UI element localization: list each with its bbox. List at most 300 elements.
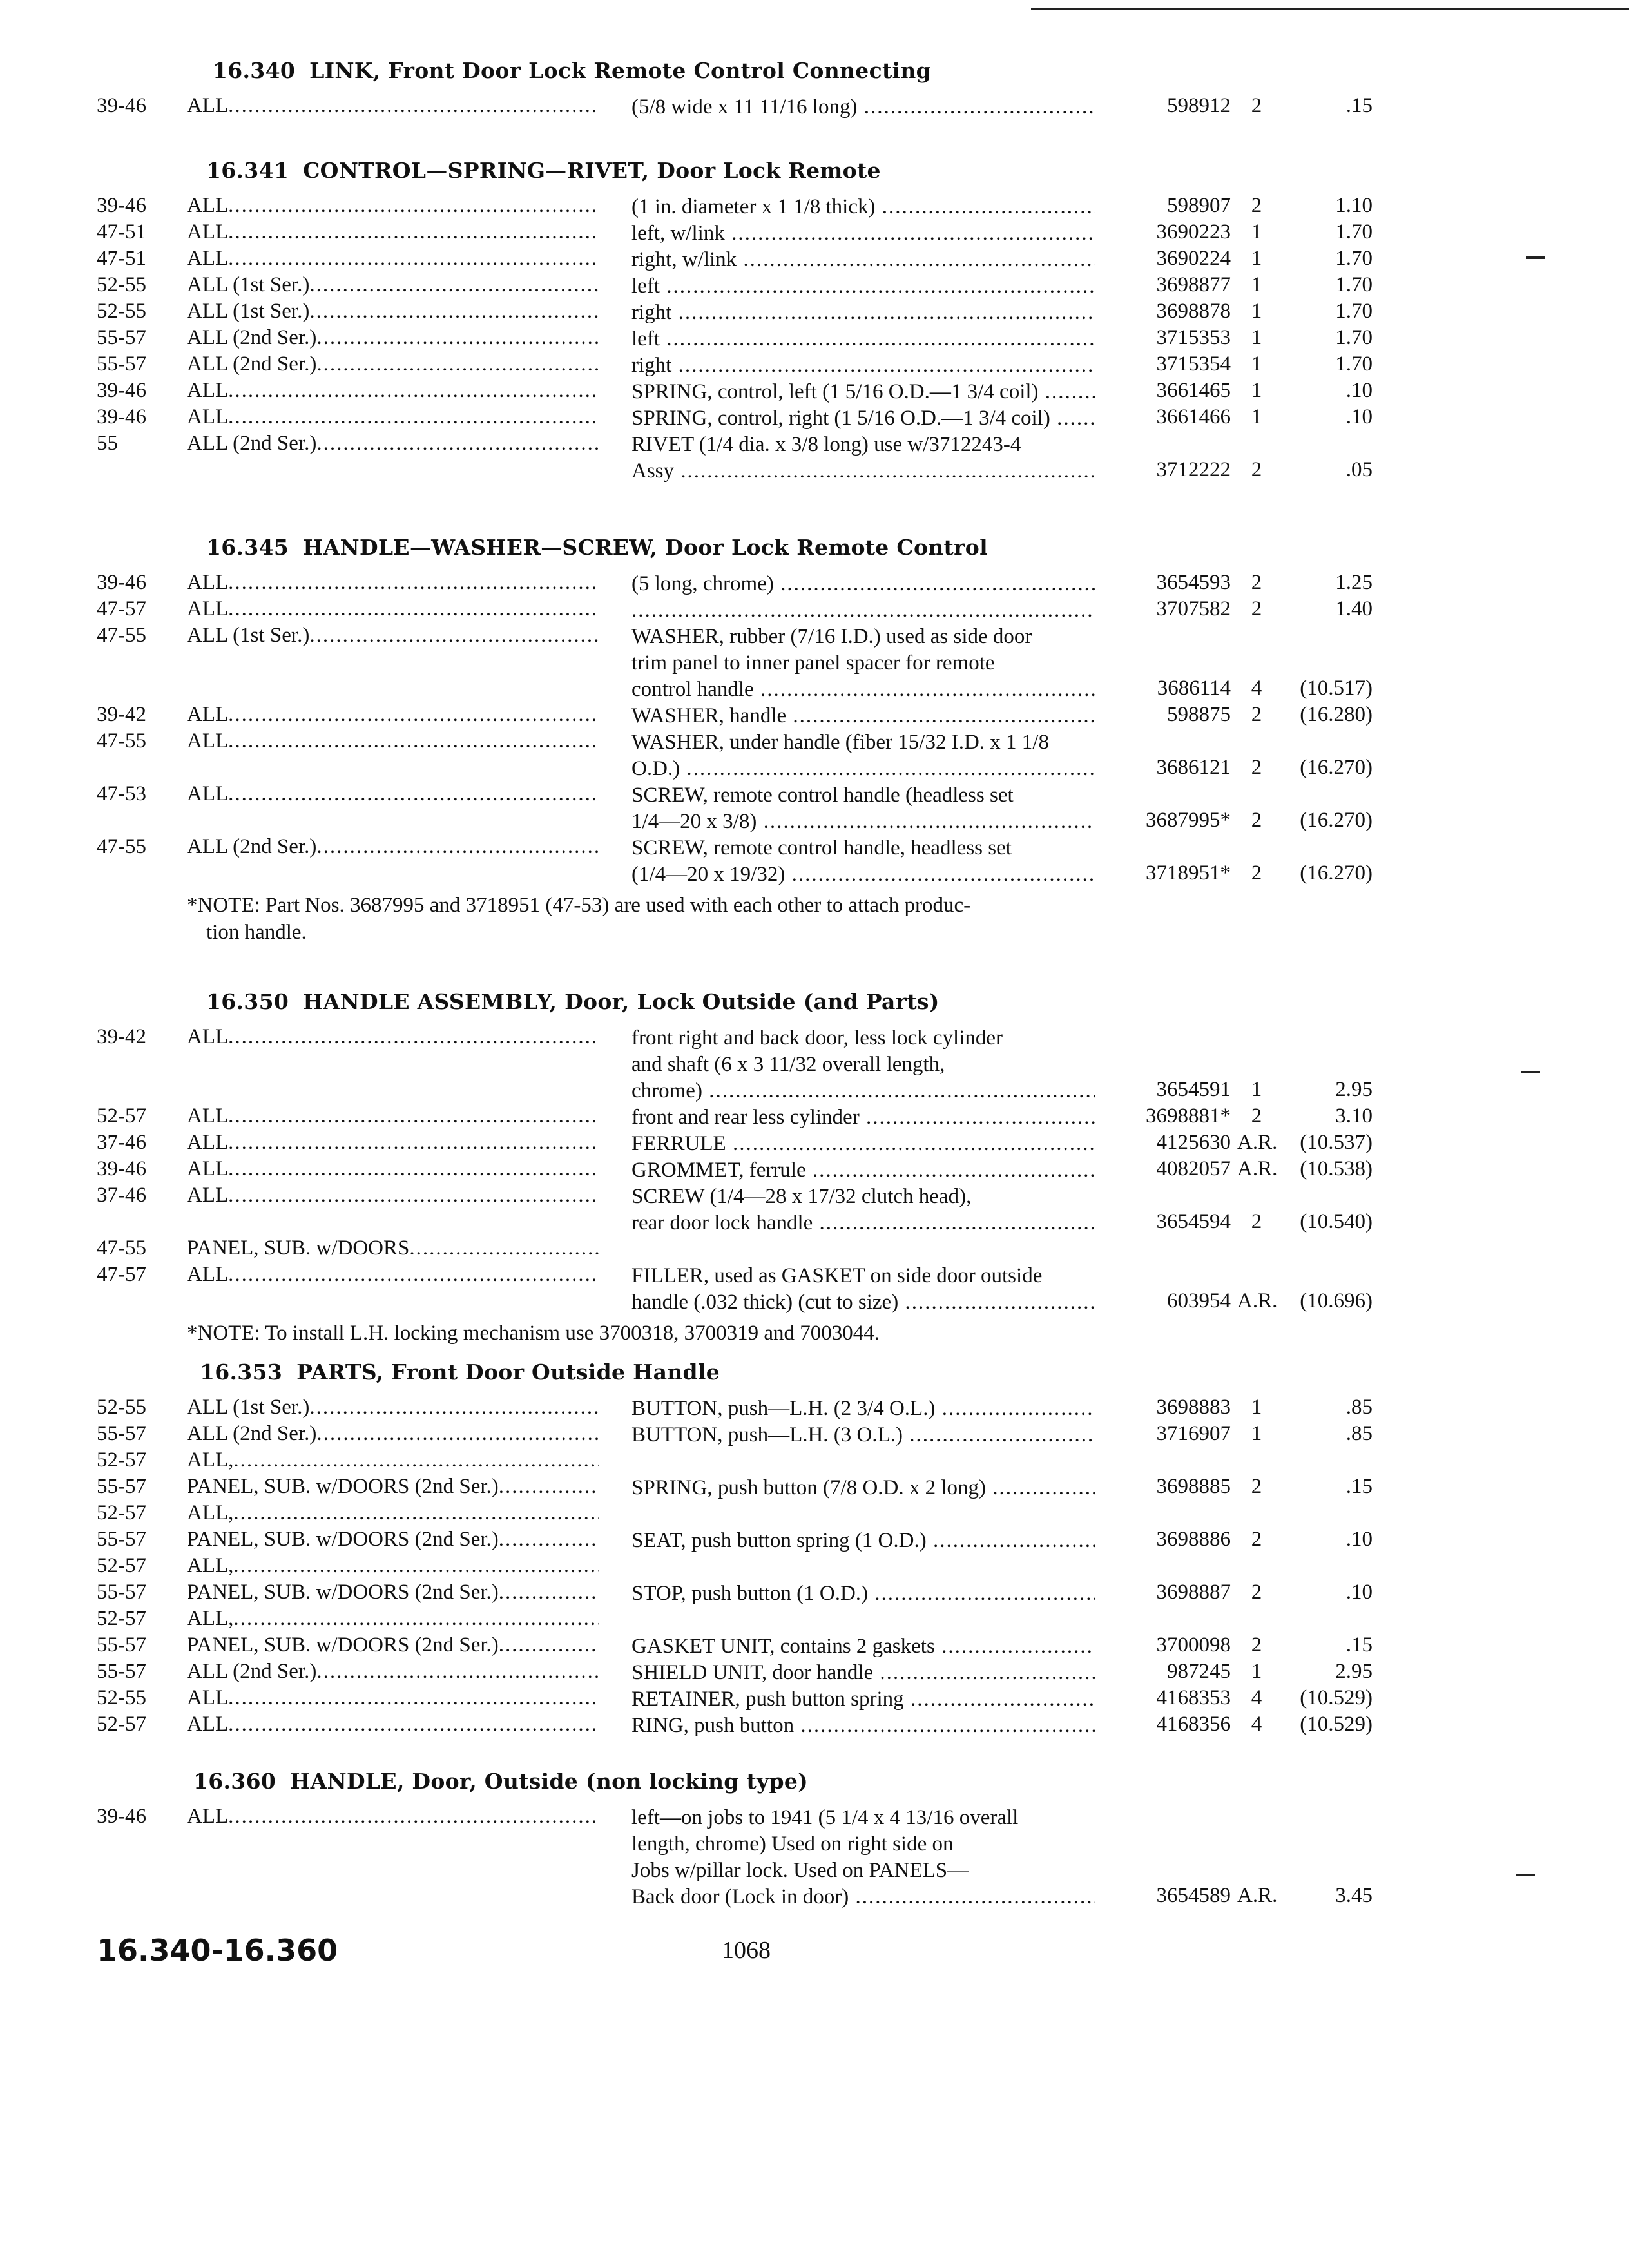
model-text: ALL <box>187 247 229 270</box>
model-year: 55 <box>97 432 118 455</box>
quantity: 2 <box>1251 1528 1262 1551</box>
model-text: ALL (2nd Ser.) <box>187 352 317 376</box>
section-title <box>206 158 881 183</box>
price: 1.10 <box>1335 194 1373 217</box>
description-line: WASHER, handle ..... <box>631 703 1095 729</box>
model-year: 39-42 <box>97 1025 146 1048</box>
quantity: A.R. <box>1237 1884 1278 1907</box>
part-description <box>631 624 1095 703</box>
model-text: ALL (2nd Ser.) <box>187 326 317 349</box>
description-line: SPRING, push button (7/8 O.D. x 2 long) ..... <box>631 1475 1095 1501</box>
description-line: (1/4—20 x 19/32) ..... <box>631 861 1095 888</box>
description-line: right, w/link ..... <box>631 247 1095 273</box>
model-applicability <box>187 1025 599 1049</box>
model-applicability <box>187 1104 599 1128</box>
model-text: ALL <box>187 220 229 244</box>
part-description <box>631 352 1095 379</box>
price: .15 <box>1345 94 1373 117</box>
part-number: 3687995* <box>1146 809 1231 832</box>
price: 2.95 <box>1335 1660 1373 1683</box>
quantity: 1 <box>1251 1660 1262 1683</box>
quantity: 1 <box>1251 247 1262 270</box>
quantity: A.R. <box>1237 1289 1278 1312</box>
part-number: 4125630 <box>1156 1131 1231 1154</box>
description-line: SCREW, remote control handle (headless set <box>631 783 1014 807</box>
part-number: 3654593 <box>1156 571 1231 594</box>
part-number: 3698885 <box>1156 1475 1231 1498</box>
model-text: ALL <box>187 1025 229 1048</box>
price: .15 <box>1345 1633 1373 1657</box>
part-number: 4082057 <box>1156 1157 1231 1180</box>
part-description <box>631 703 1095 729</box>
model-year: 47-55 <box>97 624 146 647</box>
part-description <box>631 405 1095 432</box>
quantity: 1 <box>1251 405 1262 428</box>
description-line: RETAINER, push button spring ..... <box>631 1686 1095 1713</box>
model-year: 39-46 <box>97 1805 146 1828</box>
part-description <box>631 432 1095 485</box>
model-applicability <box>187 1713 599 1736</box>
description-line: Back door (Lock in door) ..... <box>631 1884 1095 1910</box>
model-applicability <box>187 247 599 271</box>
description-line: SCREW (1/4—28 x 17/32 clutch head), <box>631 1185 972 1208</box>
section-number: 16.360 <box>193 1769 276 1794</box>
part-number: 3698878 <box>1156 300 1231 323</box>
quantity: 1 <box>1251 273 1262 296</box>
section-title <box>206 535 988 560</box>
description-line: WASHER, rubber (7/16 I.D.) used as side door <box>631 625 1032 648</box>
model-applicability <box>187 1686 599 1710</box>
description-line: and shaft (6 x 3 11/32 overall length, <box>631 1053 945 1076</box>
part-number: 3716907 <box>1156 1422 1231 1445</box>
model-text: PANEL, SUB. w/DOORS <box>187 1236 410 1260</box>
model-applicability <box>187 729 599 753</box>
price: (16.270) <box>1300 756 1373 779</box>
part-number: 3715353 <box>1156 326 1231 349</box>
section-title <box>200 1360 720 1385</box>
price: 1.70 <box>1335 300 1373 323</box>
part-description <box>631 1713 1095 1739</box>
model-text: ALL <box>187 1131 229 1154</box>
model-text: ALL (1st Ser.) <box>187 273 310 296</box>
model-applicability <box>187 1607 599 1631</box>
section-name: HANDLE, Door, Outside (non locking type) <box>290 1769 809 1794</box>
part-number: 3712222 <box>1156 458 1231 481</box>
section-name: HANDLE—WASHER—SCREW, Door Lock Remote Control <box>303 535 988 560</box>
model-applicability <box>187 1236 599 1260</box>
part-number: 3654591 <box>1156 1078 1231 1101</box>
description-line: 1/4—20 x 3/8) ..... <box>631 809 1095 835</box>
model-text: ALL <box>187 1184 229 1207</box>
part-number: 3718951* <box>1146 861 1231 885</box>
model-year: 37-46 <box>97 1131 146 1154</box>
model-year: 39-46 <box>97 94 146 117</box>
part-number: 3698886 <box>1156 1528 1231 1551</box>
description-line: control handle ..... <box>631 677 1095 703</box>
price: (10.538) <box>1300 1157 1373 1180</box>
part-description <box>631 571 1095 597</box>
model-applicability <box>187 1396 599 1419</box>
model-text: ALL <box>187 782 229 805</box>
model-text: ALL, <box>187 1501 234 1524</box>
model-applicability <box>187 300 599 323</box>
model-year: 47-53 <box>97 782 146 805</box>
quantity: 2 <box>1251 1633 1262 1657</box>
part-number: 3698877 <box>1156 273 1231 296</box>
model-text: ALL <box>187 379 229 402</box>
model-year: 52-57 <box>97 1501 146 1524</box>
model-year: 47-57 <box>97 597 146 620</box>
price: (10.540) <box>1300 1210 1373 1233</box>
model-year: 52-55 <box>97 300 146 323</box>
description-line: front right and back door, less lock cylinder <box>631 1026 1003 1050</box>
price: .10 <box>1345 1581 1373 1604</box>
quantity: 1 <box>1251 1422 1262 1445</box>
section-note <box>187 1320 880 1347</box>
quantity: 4 <box>1251 1686 1262 1709</box>
part-number: 4168353 <box>1156 1686 1231 1709</box>
quantity: 2 <box>1251 809 1262 832</box>
model-applicability <box>187 194 599 218</box>
part-number: 3690223 <box>1156 220 1231 244</box>
model-text: PANEL, SUB. w/DOORS (2nd Ser.) <box>187 1633 499 1657</box>
description-line: FERRULE ..... <box>631 1131 1095 1157</box>
model-text: ALL (2nd Ser.) <box>187 1660 317 1683</box>
part-description <box>631 220 1095 247</box>
part-description <box>631 1422 1095 1448</box>
price: (10.529) <box>1300 1686 1373 1709</box>
model-text: ALL <box>187 1263 229 1286</box>
quantity: 1 <box>1251 220 1262 244</box>
price: 1.40 <box>1335 597 1373 620</box>
model-applicability <box>187 1660 599 1684</box>
quantity: 2 <box>1251 861 1262 885</box>
quantity: 2 <box>1251 571 1262 594</box>
model-applicability <box>187 1581 599 1604</box>
model-year: 52-57 <box>97 1713 146 1736</box>
model-text: ALL, <box>187 1448 234 1472</box>
part-description <box>631 94 1095 120</box>
description-line: front and rear less cylinder ..... <box>631 1104 1095 1131</box>
description-line: (5 long, chrome) ..... <box>631 571 1095 597</box>
section-name: CONTROL—SPRING—RIVET, Door Lock Remote <box>303 158 881 183</box>
price: (10.537) <box>1300 1131 1373 1154</box>
model-year: 47-57 <box>97 1263 146 1286</box>
model-text: ALL (1st Ser.) <box>187 624 310 647</box>
note-line: tion handle. <box>206 921 307 944</box>
model-text: ALL <box>187 1157 229 1180</box>
model-text: ALL <box>187 571 229 594</box>
model-text: ALL <box>187 703 229 726</box>
model-year: 55-57 <box>97 352 146 376</box>
model-year: 47-55 <box>97 729 146 753</box>
section-title <box>213 58 931 83</box>
part-description <box>631 1686 1095 1713</box>
model-applicability <box>187 1448 599 1472</box>
model-applicability <box>187 1157 599 1181</box>
quantity: A.R. <box>1237 1157 1278 1180</box>
part-number: 987245 <box>1167 1660 1231 1683</box>
description-line: (1 in. diameter x 1 1/8 thick) ..... <box>631 194 1095 220</box>
quantity: 2 <box>1251 597 1262 620</box>
price: .15 <box>1345 1475 1373 1498</box>
part-number: 3715354 <box>1156 352 1231 376</box>
model-text: ALL <box>187 729 229 753</box>
model-applicability <box>187 1475 599 1499</box>
part-number: 3698883 <box>1156 1396 1231 1419</box>
top-rule <box>1031 8 1629 10</box>
model-applicability <box>187 624 599 648</box>
description-line: right ..... <box>631 352 1095 379</box>
quantity: 1 <box>1251 300 1262 323</box>
quantity: 4 <box>1251 1713 1262 1736</box>
model-applicability <box>187 1422 599 1446</box>
part-number: 3690224 <box>1156 247 1231 270</box>
price: 1.70 <box>1335 247 1373 270</box>
part-number: 598912 <box>1167 94 1231 117</box>
part-description <box>631 1025 1095 1104</box>
model-year: 47-51 <box>97 247 146 270</box>
part-description <box>631 1581 1095 1607</box>
price: .85 <box>1345 1396 1373 1419</box>
model-applicability <box>187 1131 599 1155</box>
model-applicability <box>187 1184 599 1207</box>
description-line: FILLER, used as GASKET on side door outside <box>631 1264 1043 1287</box>
model-applicability <box>187 220 599 244</box>
part-description <box>631 194 1095 220</box>
price: 3.10 <box>1335 1104 1373 1128</box>
description-line: SPRING, control, right (1 5/16 O.D.—1 3/4 coil) ..... <box>631 405 1095 432</box>
model-text: ALL <box>187 1805 229 1828</box>
price: .85 <box>1345 1422 1373 1445</box>
model-applicability <box>187 273 599 297</box>
model-text: ALL <box>187 1104 229 1128</box>
part-description <box>631 597 1095 624</box>
quantity: 1 <box>1251 379 1262 402</box>
quantity: 2 <box>1251 458 1262 481</box>
part-description <box>631 1633 1095 1660</box>
model-applicability <box>187 1805 599 1829</box>
description-line: SPRING, control, left (1 5/16 O.D.—1 3/4 coil) ..... <box>631 379 1095 405</box>
part-number: 603954 <box>1167 1289 1231 1312</box>
quantity: 2 <box>1251 194 1262 217</box>
part-number: 3661466 <box>1156 405 1231 428</box>
price: 1.70 <box>1335 326 1373 349</box>
model-text: ALL (2nd Ser.) <box>187 1422 317 1445</box>
price: (16.280) <box>1300 703 1373 726</box>
model-applicability <box>187 1263 599 1287</box>
model-applicability <box>187 379 599 403</box>
model-year: 39-46 <box>97 405 146 428</box>
description-line: right ..... <box>631 300 1095 326</box>
part-number: 3686121 <box>1156 756 1231 779</box>
model-text: ALL, <box>187 1554 234 1577</box>
description-line: left ..... <box>631 273 1095 300</box>
model-applicability <box>187 326 599 350</box>
model-year: 52-55 <box>97 1396 146 1419</box>
model-year: 39-42 <box>97 703 146 726</box>
model-text: ALL <box>187 194 229 217</box>
part-description <box>631 300 1095 326</box>
section-number: 16.350 <box>206 989 289 1014</box>
description-line: GASKET UNIT, contains 2 gaskets ..... <box>631 1633 1095 1660</box>
part-number: 3707582 <box>1156 597 1231 620</box>
model-year: 55-57 <box>97 1581 146 1604</box>
model-applicability <box>187 1528 599 1552</box>
model-applicability <box>187 835 599 859</box>
part-number: 3700098 <box>1156 1633 1231 1657</box>
description-line: SEAT, push button spring (1 O.D.) ..... <box>631 1528 1095 1554</box>
description-line: STOP, push button (1 O.D.) ..... <box>631 1581 1095 1607</box>
margin-tick <box>1521 1071 1540 1073</box>
description-line: SCREW, remote control handle, headless set <box>631 836 1012 860</box>
margin-tick <box>1526 256 1545 259</box>
section-name: LINK, Front Door Lock Remote Control Connecting <box>309 58 932 83</box>
quantity: 2 <box>1251 756 1262 779</box>
model-year: 52-55 <box>97 1686 146 1709</box>
description-line: Jobs w/pillar lock. Used on PANELS— <box>631 1859 969 1882</box>
section-number: 16.353 <box>200 1360 283 1385</box>
quantity: 2 <box>1251 703 1262 726</box>
model-text: ALL (2nd Ser.) <box>187 835 317 858</box>
price: 1.70 <box>1335 352 1373 376</box>
description-line: SHIELD UNIT, door handle ..... <box>631 1660 1095 1686</box>
note-line: *NOTE: To install L.H. locking mechanism use 3700318, 3700319 and 7003044. <box>187 1321 880 1345</box>
description-line: WASHER, under handle (fiber 15/32 I.D. x 1 1/8 <box>631 731 1049 754</box>
price: (10.529) <box>1300 1713 1373 1736</box>
model-text: ALL <box>187 405 229 428</box>
description-line: RIVET (1/4 dia. x 3/8 long) use w/3712243-4 <box>631 433 1021 456</box>
model-text: ALL <box>187 1713 229 1736</box>
model-year: 37-46 <box>97 1184 146 1207</box>
part-number: 598875 <box>1167 703 1231 726</box>
part-number: 3654594 <box>1156 1210 1231 1233</box>
part-description <box>631 1184 1095 1236</box>
part-description <box>631 379 1095 405</box>
model-year: 39-46 <box>97 379 146 402</box>
description-line: left ..... <box>631 326 1095 352</box>
model-applicability <box>187 1633 599 1657</box>
section-number: 16.341 <box>206 158 289 183</box>
page-range: 16.340-16.360 <box>97 1933 338 1968</box>
model-applicability <box>187 782 599 806</box>
price: (16.270) <box>1300 809 1373 832</box>
quantity: A.R. <box>1237 1131 1278 1154</box>
part-description <box>631 729 1095 782</box>
model-text: ALL (1st Ser.) <box>187 1396 310 1419</box>
section-title <box>193 1769 808 1794</box>
part-description <box>631 1263 1095 1316</box>
price: .10 <box>1345 1528 1373 1551</box>
price: (16.270) <box>1300 861 1373 885</box>
model-text: ALL (1st Ser.) <box>187 300 310 323</box>
price: 3.45 <box>1335 1884 1373 1907</box>
part-description <box>631 1528 1095 1554</box>
model-applicability <box>187 405 599 429</box>
section-note <box>187 892 970 946</box>
section-title <box>206 989 940 1014</box>
model-text: PANEL, SUB. w/DOORS (2nd Ser.) <box>187 1581 499 1604</box>
model-applicability <box>187 1554 599 1578</box>
model-text: ALL (2nd Ser.) <box>187 432 317 455</box>
price: .10 <box>1345 379 1373 402</box>
part-number: 598907 <box>1167 194 1231 217</box>
description-line: chrome) ..... <box>631 1078 1095 1104</box>
quantity: 4 <box>1251 677 1262 700</box>
model-applicability <box>187 597 599 621</box>
description-line: RING, push button ..... <box>631 1713 1095 1739</box>
description-line: GROMMET, ferrule ..... <box>631 1157 1095 1184</box>
description-line: length, chrome) Used on right side on <box>631 1832 954 1856</box>
model-year: 52-57 <box>97 1104 146 1128</box>
description-line: O.D.) ..... <box>631 756 1095 782</box>
model-year: 55-57 <box>97 1633 146 1657</box>
part-description <box>631 273 1095 300</box>
section-name: PARTS, Front Door Outside Handle <box>296 1360 720 1385</box>
description-line: handle (.032 thick) (cut to size) ..... <box>631 1289 1095 1316</box>
description-line: left, w/link ..... <box>631 220 1095 247</box>
part-description <box>631 1475 1095 1501</box>
model-year: 39-46 <box>97 571 146 594</box>
price: 1.70 <box>1335 220 1373 244</box>
description-line: BUTTON, push—L.H. (2 3/4 O.L.) ..... <box>631 1396 1095 1422</box>
model-applicability <box>187 703 599 727</box>
quantity: 2 <box>1251 1104 1262 1128</box>
price: (10.517) <box>1300 677 1373 700</box>
model-year: 55-57 <box>97 326 146 349</box>
description-line: BUTTON, push—L.H. (3 O.L.) ..... <box>631 1422 1095 1448</box>
quantity: 1 <box>1251 1078 1262 1101</box>
model-year: 55-57 <box>97 1422 146 1445</box>
price: 1.25 <box>1335 571 1373 594</box>
model-text: PANEL, SUB. w/DOORS (2nd Ser.) <box>187 1475 499 1498</box>
model-text: ALL, <box>187 1607 234 1630</box>
price: .05 <box>1345 458 1373 481</box>
part-number: 3698887 <box>1156 1581 1231 1604</box>
part-description <box>631 326 1095 352</box>
part-number: 4168356 <box>1156 1713 1231 1736</box>
model-text: ALL <box>187 94 229 117</box>
margin-tick <box>1516 1874 1535 1876</box>
model-text: ALL <box>187 1686 229 1709</box>
price: (10.696) <box>1300 1289 1373 1312</box>
part-number: 3654589 <box>1156 1884 1231 1907</box>
page-number: 1068 <box>722 1937 771 1964</box>
model-year: 52-57 <box>97 1607 146 1630</box>
model-applicability <box>187 432 599 456</box>
model-year: 47-55 <box>97 1236 146 1260</box>
model-year: 55-57 <box>97 1528 146 1551</box>
model-applicability <box>187 94 599 118</box>
description-line: left—on jobs to 1941 (5 1/4 x 4 13/16 overall <box>631 1806 1019 1829</box>
price: .10 <box>1345 405 1373 428</box>
description-line: trim panel to inner panel spacer for remote <box>631 651 995 675</box>
description-line <box>631 597 1095 624</box>
quantity: 1 <box>1251 326 1262 349</box>
part-description <box>631 1104 1095 1131</box>
part-description <box>631 782 1095 835</box>
model-year: 47-55 <box>97 835 146 858</box>
part-description <box>631 835 1095 888</box>
model-year: 55-57 <box>97 1475 146 1498</box>
section-number: 16.340 <box>213 58 296 83</box>
part-description <box>631 1157 1095 1184</box>
model-year: 52-55 <box>97 273 146 296</box>
part-description <box>631 1396 1095 1422</box>
model-year: 55-57 <box>97 1660 146 1683</box>
model-year: 39-46 <box>97 194 146 217</box>
quantity: 2 <box>1251 1210 1262 1233</box>
